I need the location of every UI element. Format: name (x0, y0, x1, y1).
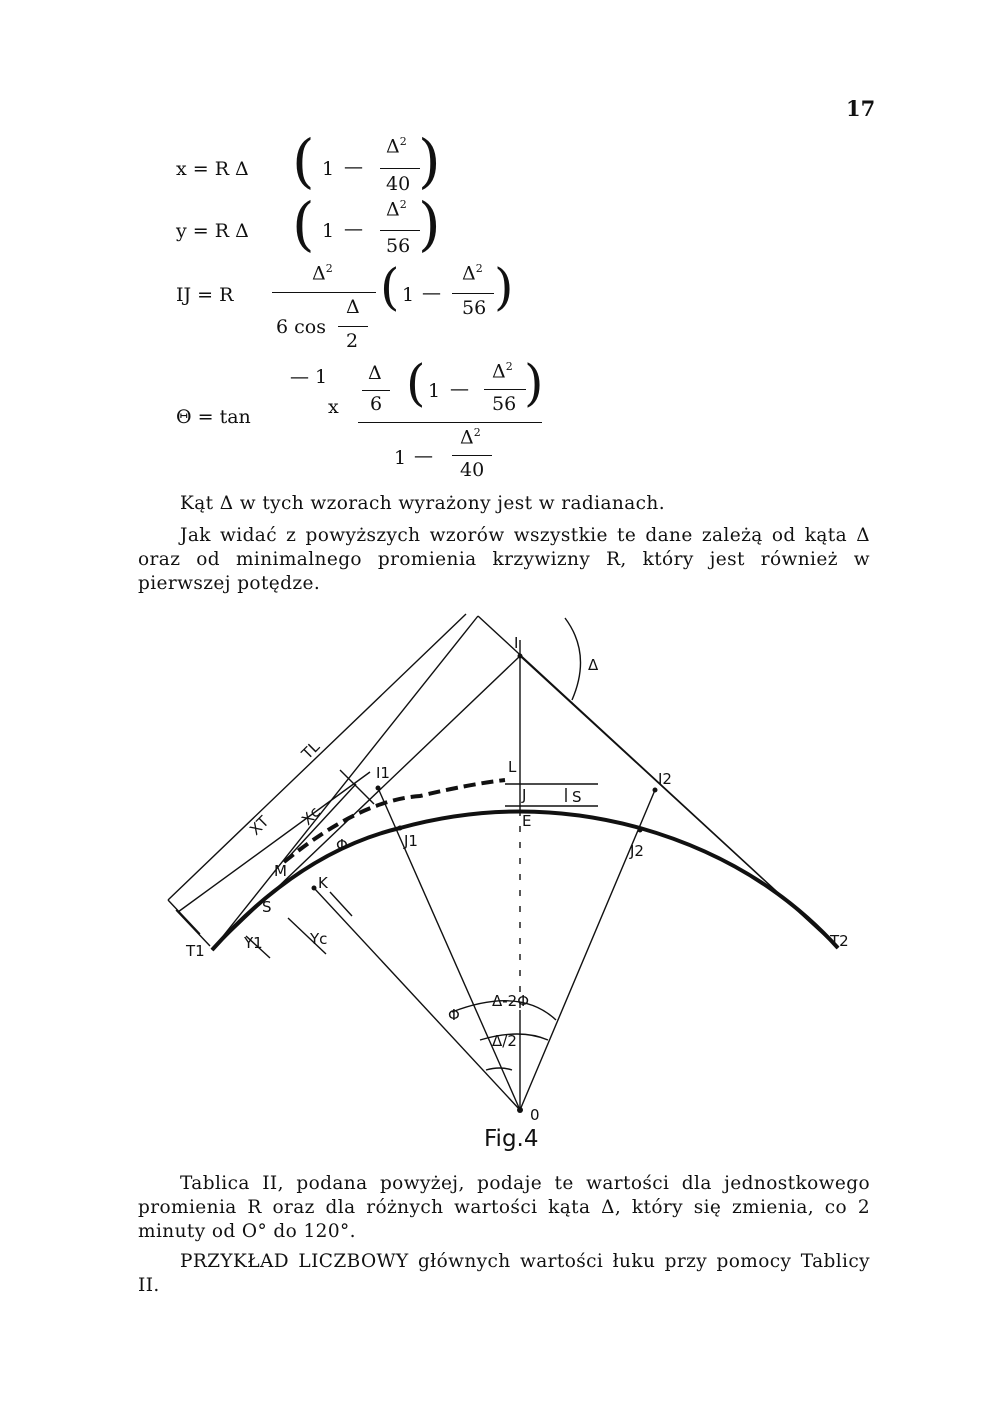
minus: — (344, 218, 363, 240)
minus: — (344, 156, 363, 178)
one: 1 (322, 158, 335, 180)
label-J2: J2 (630, 842, 644, 860)
paren: ( (292, 127, 315, 195)
label-Y1: Y1 (244, 934, 263, 952)
delta-sq: $\Delta^2$ (460, 426, 481, 449)
delta-sq: $\Delta^2$ (492, 360, 513, 383)
page-number: 17 (846, 96, 876, 121)
den-40: 40 (386, 173, 411, 195)
label-Yc: Yc (310, 930, 328, 948)
delta-sq: $\Delta^2$ (386, 135, 407, 158)
label-T2: T2 (830, 932, 849, 950)
delta: Δ (368, 362, 382, 384)
cos-prefix: 6 cos (276, 316, 326, 338)
label-S: S (572, 788, 582, 806)
formula-ij-lhs: IJ = R (176, 284, 234, 306)
label-I1: I1 (376, 764, 390, 782)
den-56: 56 (462, 297, 487, 319)
label-K: K (318, 874, 328, 892)
paren: ( (406, 354, 426, 412)
label-delta-half: Δ/2 (492, 1032, 517, 1050)
minus: — (414, 445, 433, 467)
label-J1: J1 (404, 832, 418, 850)
label-I2: I2 (658, 770, 672, 788)
den-40: 40 (460, 459, 485, 481)
label-T1: T1 (186, 942, 205, 960)
label-phi: Φ (336, 836, 348, 854)
paren: ) (524, 354, 544, 412)
paren: ( (292, 190, 315, 258)
label-XT: XT (246, 812, 273, 839)
den-56: 56 (492, 393, 517, 415)
paragraph-dependency: Jak widać z powyższych wzorów wszystkie te dane zależą od kąta Δ oraz od minimalnego promienia krzywizny R, który jest również w pierwszej potędze. (138, 525, 870, 594)
one: 1 (428, 380, 441, 402)
label-delta-minus-2phi: Δ-2Φ (492, 992, 530, 1010)
delta-sq: $\Delta^2$ (462, 262, 483, 285)
paren: ( (380, 258, 400, 316)
label-Xc: Xc (298, 802, 324, 829)
den-56: 56 (386, 235, 411, 257)
label-O: 0 (530, 1106, 540, 1124)
label-L: L (508, 758, 517, 776)
formula-block (0, 0, 1000, 490)
six: 6 (370, 393, 383, 415)
figure-caption: Fig.4 (484, 1126, 539, 1152)
paragraph-angle-note: Kąt Δ w tych wzorach wyrażony jest w radianach. (180, 493, 665, 514)
paragraph-example: PRZYKŁAD LICZBOWY głównych wartości łuku przy pomocy Tablicy II. (138, 1251, 870, 1296)
minus: — (450, 378, 469, 400)
x-letter: x (328, 396, 339, 418)
label-phi-bottom: Φ (448, 1006, 460, 1024)
formula-y-lhs: y = R Δ (176, 220, 249, 242)
delta: Δ (346, 296, 360, 318)
paragraph-table-info: Tablica II, podana powyżej, podaje te wartości dla jednostkowego promienia R oraz dla różnych wartości kąta Δ, który się zmienia, co 2 minuty od O° do 120°. (138, 1173, 870, 1242)
tan-exp: — 1 (290, 366, 328, 388)
one: 1 (322, 220, 335, 242)
delta-sq: $\Delta^2$ (312, 262, 333, 285)
one: 1 (402, 284, 415, 306)
formula-x-lhs: x = R Δ (176, 158, 249, 180)
label-delta: Δ (588, 656, 599, 674)
label-E: E (522, 812, 532, 830)
two: 2 (346, 330, 359, 352)
delta-sq: $\Delta^2$ (386, 198, 407, 221)
label-J: J (522, 786, 527, 804)
one: 1 (394, 447, 407, 469)
minus: — (422, 282, 441, 304)
formula-theta-lhs: Θ = tan (176, 406, 251, 428)
label-I: I (514, 634, 519, 652)
label-TL: TL (298, 737, 324, 763)
label-M: M (274, 862, 287, 880)
paren: ) (418, 127, 441, 195)
paren: ) (494, 258, 514, 316)
paren: ) (418, 190, 441, 258)
label-S-small: S (262, 898, 272, 916)
figure-4-diagram (0, 600, 1000, 1160)
